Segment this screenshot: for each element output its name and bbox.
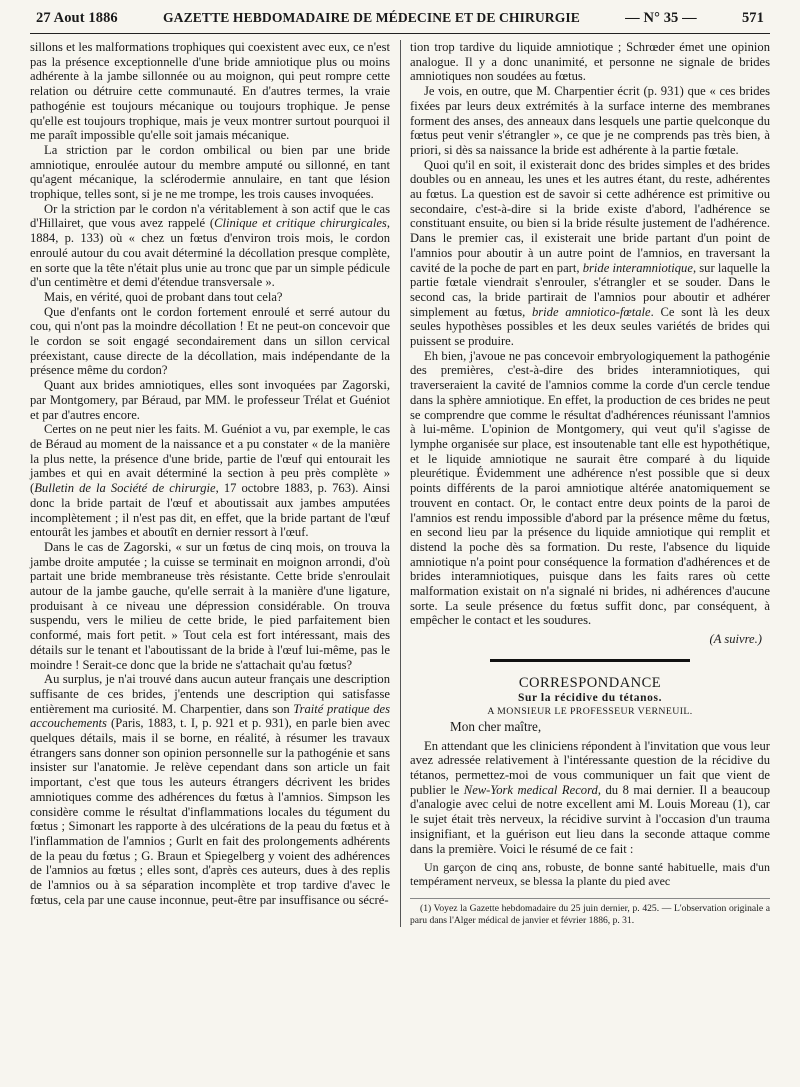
paragraph: La striction par le cordon ombilical ou bien par une bride amniotique, enroulée autour du membre amputé ou sillonné, en tant qu'agent mécanique, la sclérodermie annulaire, en tant que lésion trophique, telles sont, si je ne me trompe, les trois causes invoquées. — [30, 142, 390, 202]
footnote: (1) Voyez la Gazette hebdomadaire du 25 juin dernier, p. 425. — L'observation originale a paru dans l'Alger médical de janvier et février 1886, p. 31. — [410, 898, 770, 927]
paragraph: Eh bien, j'avoue ne pas concevoir embryologiquement la pathogénie des premières, c'est-à-dire des brides interamniotiques, qui traverseraient la cavité de l'amnios comme la corde d'un cercle tendue dans la sphère amniotique. En effet, la production de ces brides ne peut se comprendre que comme le résultat d'adhérences réunissant l'amnios à lui-même. L'opinion de Montgomery, qui veut qu'il s'agisse de lymphe organisée sur place, est insoutenable tant elle est hypothétique, et le liquide amniotique ne saurait être comparé à du liquide pleurétique. Évidemment une adhérence n'est possible que si deux points différents de la paroi amniotique altérée anatomiquement se trouvent en contact. Or, le contact entre deux points de la paroi de l'amnios est rendu impossible d'abord par la présence même du fœtus, en second lieu par la présence du liquide amniotique qui remplit et distend la poche dès sa formation. Du reste, l'absence du liquide amniotique n'a point pour conséquence la formation d'adhérences et de brides interamniotiques, puisque dans les faits rares où cette malformation existait on n'a signalé ni brides, ni adhérences d'aucune sorte. La seule présence du fœtus suffit donc, par conséquent, à empêcher le contact et les soudures. — [410, 348, 770, 628]
running-header — [30, 10, 770, 34]
paragraph: Que d'enfants ont le cordon fortement enroulé et serré autour du cou, qui n'ont pas la moindre décollation ! Et ne peut-on concevoir que le cordon se soit engagé secondairement dans un sillon cervical préexistant, cause directe de la décollation, mais indépendante de la présence même du cordon? — [30, 304, 390, 378]
paragraph: Mais, en vérité, quoi de probant dans tout cela? — [44, 289, 283, 304]
citation-title: New-York medical Record — [463, 782, 598, 797]
citation-title: Traité pratique des accouchements — [30, 701, 390, 731]
term: bride interamniotique — [582, 260, 693, 275]
letter-addressee: A MONSIEUR LE PROFESSEUR VERNEUIL. — [487, 706, 693, 718]
page-number: 571 — [741, 10, 764, 26]
paragraph: Or la striction par le cordon n'a véritablement à son actif que le cas d'Hillairet, que vous avez rappelé (Clinique et critique chirurgicales, 1884, p. 133) où « chez un fœtus d'environ trois mois, le cordon enroulé autour du cou avait déterminé la décollation presque complète, en sorte que la tête n'était plus unie au tronc que par un simple pédicule d'un centimètre et demi d'étendue transversale ». — [30, 201, 390, 290]
paragraph: Au surplus, je n'ai trouvé dans aucun auteur français une description suffisante de ces brides, j'entends une description qui satisfasse entièrement ma curiosité. M. Charpentier, dans son Traité pratique des accouchements (Paris, 1883, t. I, p. 921 et p. 931), en parle bien avec quelques détails, mais il se borne, en réalité, à résumer les travaux étrangers sans donner son opinion personnelle sur la pathogénie et sans insister sur l'anatomie. Je relève cependant dans son article un fait important, c'est que tous les auteurs étrangers décrivent les brides amniotiques comme des adhérences du fœtus à l'amnios. Simpson les considère comme le résultat d'inflammations locales du tégument du fœtus ; Simonart les rapporte à des ulcérations de la peau du fœtus et à l'inflammation de l'amnios ; Gurlt en fait des prolongements adhérents de la peau du fœtus ; G. Braun et Spiegelberg y voient des adhérences de l'amnios au fœtus ; elles sont, d'après ces auteurs, dues à des replis de l'amnios ou à sa séparation incomplète et trop tardive d'avec le fœtus, cela par une cause inconnue, peut-être par insuffisance ou sécré- — [30, 672, 390, 907]
paragraph: En attendant que les cliniciens répondent à l'invitation que vous leur avez adressée relativement à l'intéressante question de la récidive du tétanos, permettez-moi de vous communiquer un fait que vient de publier le New-York medical Record, du 8 mai dernier. Il a beaucoup d'analogie avec celui de notre excellent ami M. Louis Moreau (1), car le sujet était très nerveux, la récidive survint à l'occasion d'un trauma insignifiant, et la guérison eut lieu dans la seconde attaque comme dans la première. Voici le résumé de ce fait : — [410, 738, 770, 856]
issue-number: — N° 35 — — [625, 10, 697, 26]
letter-salutation: Mon cher maître, — [450, 718, 542, 734]
to-be-continued: (A suivre.) — [709, 632, 762, 647]
term: bride amniotico-fœtale — [531, 304, 651, 319]
paragraph: Dans le cas de Zagorski, « sur un fœtus de cinq mois, on trouva la jambe droite amputée ; la cuisse se terminait en moignon arrondi, d'où partait une bride membraneuse très résistante. Cette bride s'enroulait autour de la jambe gauche, qu'elle serrait à la manière d'une ligature, produisant à ce niveau une dépression considérable. On trouva suspendu, vers le milieu de cette bride, le pied parfaitement bien conformé, mais fort petit. » Tout cela est fort intéressant, mais des détails sur le tenant et l'aboutissant de la bride à l'œuf lui-même, pas le moindre ! Serait-ce donc que la bride ne s'attachait qu'au fœtus? — [30, 539, 390, 672]
paragraph: Un garçon de cinq ans, robuste, de bonne santé habituelle, mais d'un tempérament nerveux, se blessa la plante du pied avec — [410, 860, 770, 889]
right-column — [410, 40, 770, 927]
citation-title: Bulletin de la Société de chirurgie — [34, 481, 216, 496]
two-column-body — [30, 40, 770, 927]
paragraph: Quant aux brides amniotiques, elles sont invoquées par Zagorski, par Montgomery, par Béraud, par MM. le professeur Trélat et Guéniot et par d'autres encore. — [30, 378, 390, 422]
section-title: CORRESPONDANCE — [518, 674, 662, 691]
citation-title: Clinique et critique chirurgicales — [214, 216, 387, 231]
header-date: 27 Aout 1886 — [36, 10, 118, 26]
paragraph: Quoi qu'il en soit, il existerait donc des brides simples et des brides doubles ou en anneau, les unes et les autres étant, du reste, adhérentes au fœtus. La question est de savoir si cette adhérence est primitive ou secondaire, c'est-à-dire si la bride existe d'abord, l'adhérence se constituant ensuite, ou bien si la bride résulte justement de l'adhérence. Dans le premier cas, il existerait une bride partant d'un point de l'amnios pour aboutir à un autre point de l'amnios, en traversant la cavité de la poche de part en part, bride interamniotique, sur laquelle la partie fœtale viendrait s'enrouler, s'étrangler et se souder. Dans le second cas, la bride partirait de l'amnios pour aboutir et adhérer simplement au fœtus, bride amniotico-fœtale. Ce sont là les deux seules hypothèses possibles et les deux seules variétés de brides qui puissent se produire. — [410, 157, 771, 349]
paragraph: sillons et les malformations trophiques qui coexistent avec eux, ce n'est pas la présence exceptionnelle d'une bride amniotique plus ou moins adhérente à la jambe sillonnée ou au moignon, qui peut rompre cette relation ou détruire cette communauté. En d'autres termes, la vraie pathogénie est toujours mécanique ou toujours trophique. Je pense qu'elle est toujours trophique, mais je veux montrer surtout pourquoi il me paraît impossible qu'elle soit jamais mécanique. — [30, 40, 390, 143]
journal-title: GAZETTE HEBDOMADAIRE DE MÉDECINE ET DE CHIRURGIE — [162, 10, 580, 25]
paragraph: Je vois, en outre, que M. Charpentier écrit (p. 931) que « ces brides fixées par leurs deux extrémités à la surface interne des membranes forment des anses, des anneaux dans lesquels une partie quelconque du fœtus peut venir s'étrangler », ce que je ne comprends pas très bien, à priori, si dès sa naissance la bride est adhérente à la partie fœtale. — [410, 84, 770, 157]
left-column — [30, 40, 390, 927]
section-subtitle: Sur la récidive du tétanos. — [517, 691, 663, 704]
section-divider — [490, 659, 690, 662]
paragraph: tion trop tardive du liquide amniotique ; Schrœder émet une opinion analogue. Il y a donc unanimité, et personne ne signale de brides amniotiques non soudées au fœtus. — [410, 40, 770, 84]
paragraph: Certes on ne peut nier les faits. M. Guéniot a vu, par exemple, le cas de Béraud au moment de la naissance et a pu constater « de la manière la plus nette, la présence d'une bride, partie de l'œuf qui entourait les jambes et qui en avait déterminé la section à peu près complète » (Bulletin de la Société de chirurgie, 17 octobre 1883, p. 763). Ainsi donc la bride partait de l'œuf et aboutissait aux jambes amputées incomplètement ; il n'est pas dit, en effet, que la bride partant de l'œuf entourât les jambes et aboutît en dernier ressort à l'œuf. — [30, 422, 390, 540]
